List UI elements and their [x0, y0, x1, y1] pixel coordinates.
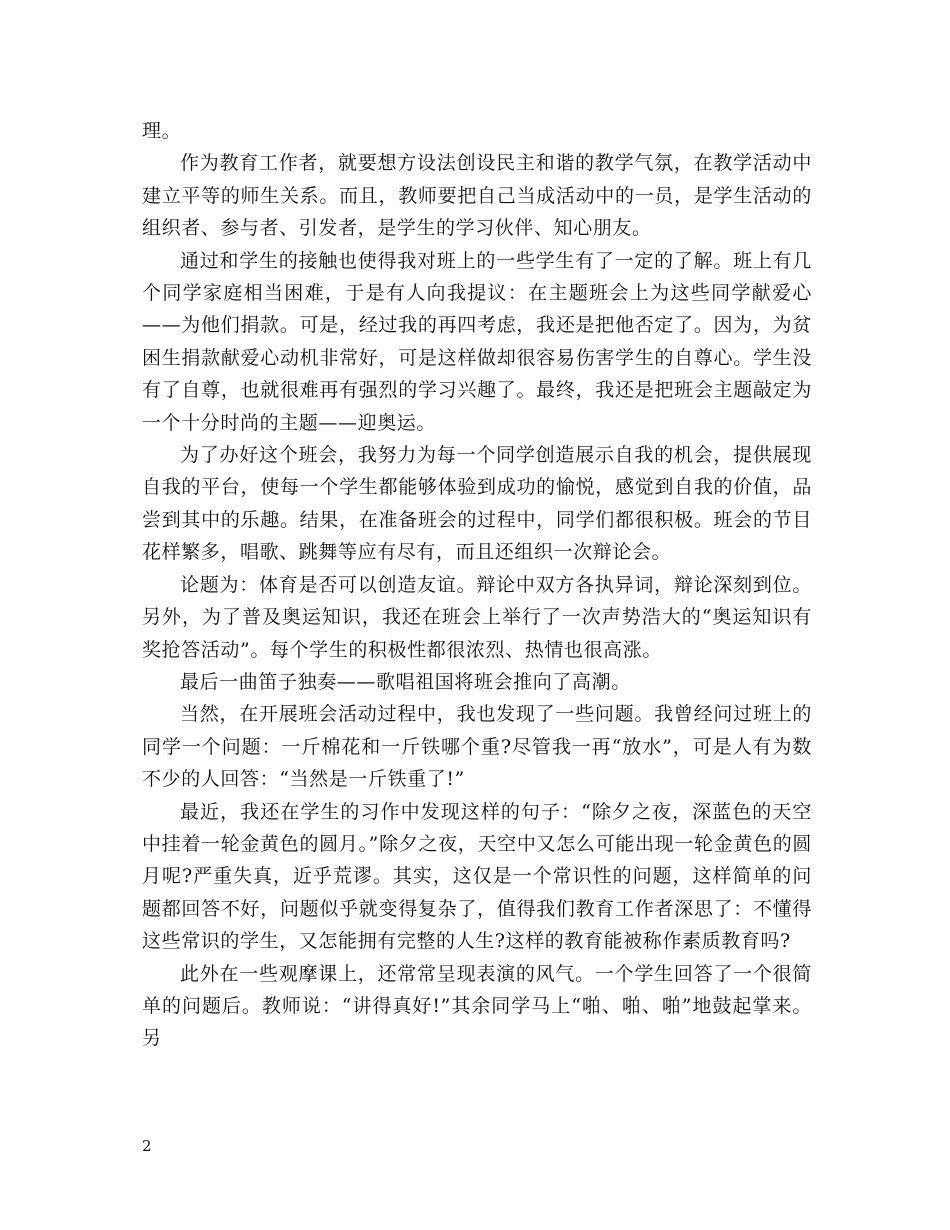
- paragraph-flute-solo: 最后一曲笛子独奏——歌唱祖国将班会推向了高潮。: [180, 670, 631, 693]
- paragraph-meeting-preparation: 为了办好这个班会，我努力为每一个同学创造展示自我的机会，提供展现自我的平台，使每一个学生都能够体验到成功的愉悦，感觉到自我的价值，品尝到其中的乐趣。结果，在准备班会的过程中，同学们都很积极。班会的节目花样繁多，唱歌、跳舞等应有尽有，而且还组织一次辩论会。: [142, 444, 812, 564]
- paragraph-educator-role: 作为教育工作者，就要想方设法创设民主和谐的教学气氛，在教学活动中建立平等的师生关系。而且，教师要把自己当成活动中的一员，是学生活动的组织者、参与者、引发者，是学生的学习伙伴、知心朋友。: [142, 152, 812, 240]
- paragraph-class-meeting-theme: 通过和学生的接触也使得我对班上的一些学生有了一定的了解。班上有几个同学家庭相当困难，于是有人向我提议：在主题班会上为这些同学献爱心——为他们捐款。可是，经过我的再四考虑，我还是把他否定了。因为，为贫困生捐款献爱心动机非常好，可是这样做却很容易伤害学生的自尊心。学生没有了自尊，也就很难再有强烈的学习兴趣了。最终，我还是把班会主题敲定为一个十分时尚的主题——迎奥运。: [142, 249, 812, 434]
- paragraph-observation-class: 此外在一些观摩课上，还常常呈现表演的风气。一个学生回答了一个很简单的问题后。教师说：“讲得真好!”其余同学马上“啪、啪、啪”地鼓起掌来。另: [142, 962, 812, 1050]
- page-number: 2: [142, 1137, 152, 1155]
- paragraph-student-writing: 最近，我还在学生的习作中发现这样的句子：“除夕之夜，深蓝色的天空中挂着一轮金黄色的圆月。”除夕之夜，天空中又怎么可能出现一轮金黄色的圆月呢?严重失真，近乎荒谬。其实，这仅是一个常识性的问题，这样简单的问题都回答不好，问题似乎就变得复杂了，值得我们教育工作者深思了：不懂得这些常识的学生，又怎能拥有完整的人生?这样的教育能被称作素质教育吗?: [142, 800, 812, 953]
- paragraph-problems-found: 当然，在开展班会活动过程中，我也发现了一些问题。我曾经问过班上的同学一个问题：一斤棉花和一斤铁哪个重?尽管我一再“放水”，可是人有为数不少的人回答：“当然是一斤铁重了!”: [142, 703, 812, 791]
- paragraph-debate-topic: 论题为：体育是否可以创造友谊。辩论中双方各执异词，辩论深刻到位。另外，为了普及奥运知识，我还在班会上举行了一次声势浩大的“奥运知识有奖抢答活动”。每个学生的积极性都很浓烈、热情也很高涨。: [142, 573, 812, 661]
- paragraph-continuation: 理。: [142, 120, 182, 142]
- document-body: [142, 115, 812, 1055]
